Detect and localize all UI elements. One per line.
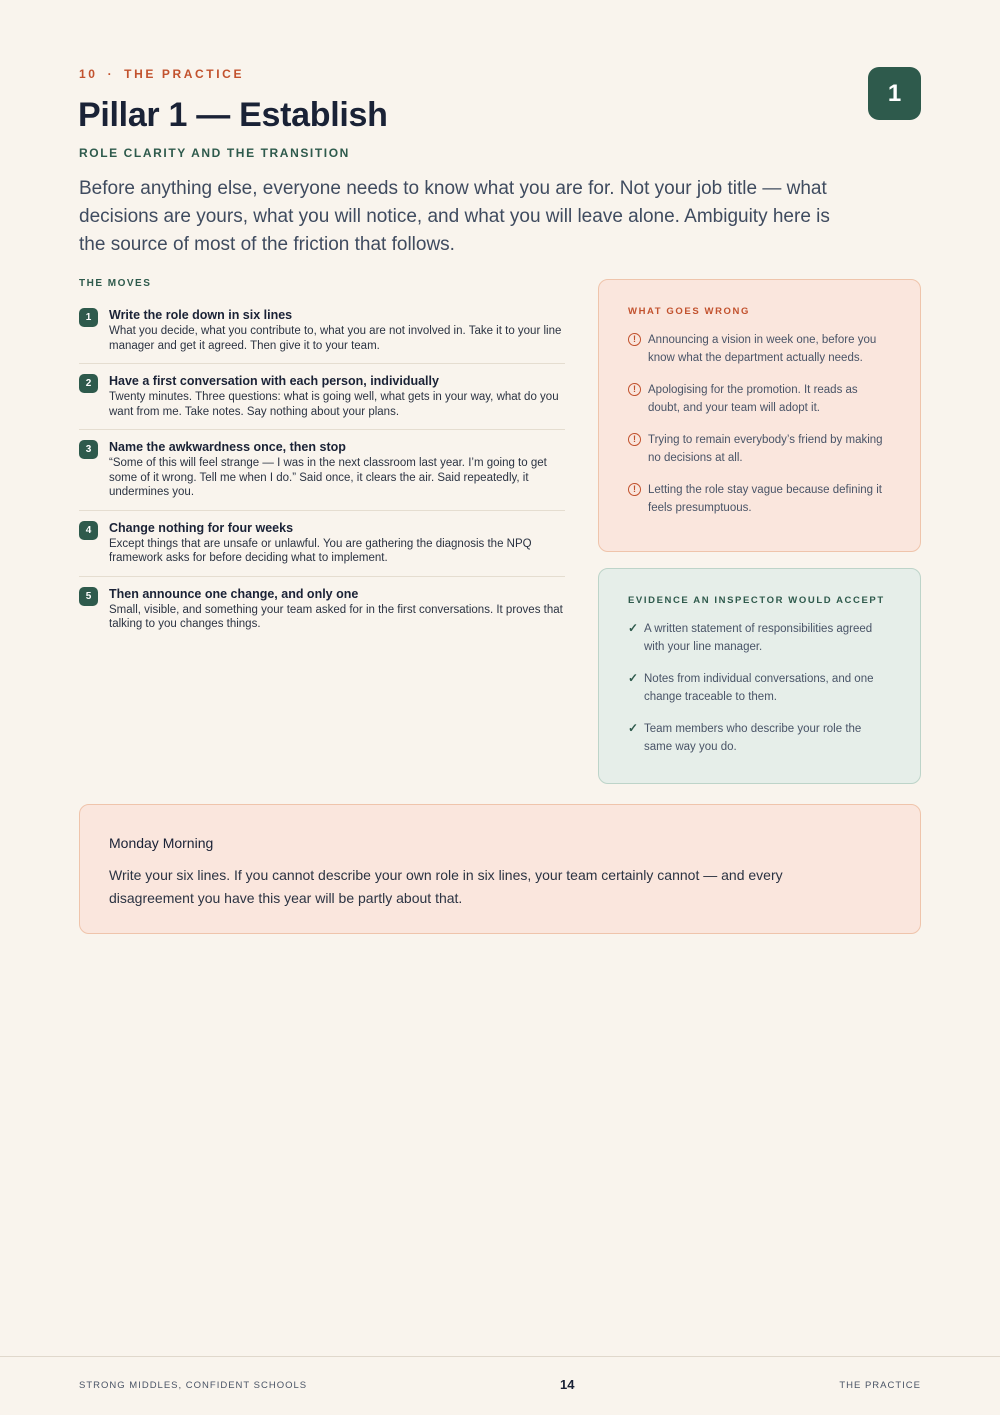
wrong-item-text: Apologising for the promotion. It reads as doubt, and your team will adopt it. [648,384,858,414]
what-goes-wrong-card [598,279,921,552]
move-number: 2 [79,374,98,393]
move-number: 4 [79,521,98,540]
wrong-item-text: Announcing a vision in week one, before you know what the department actually needs. [648,334,877,364]
footer-section-name: THE PRACTICE [839,1380,921,1391]
evidence-item [628,620,891,656]
evidence-item [628,670,891,706]
move-title: Have a first conversation with each person, individually [109,374,439,388]
wrong-item [628,431,891,467]
move-item [79,298,565,364]
kicker-section: THE PRACTICE [124,67,245,81]
warning-circle-icon: ! [628,483,641,496]
moves-heading: THE MOVES [79,278,152,289]
monday-morning-callout [79,804,921,934]
move-item [79,577,565,642]
lede-paragraph: Before anything else, everyone needs to know what you are for. Not your job title — what decisions are yours, what you will notice, and what you will leave alone. Ambiguity here is the source of most of the friction that follows. [79,178,830,255]
move-number: 5 [79,587,98,606]
check-icon: ✓ [628,621,639,635]
kicker-page-number: 10 [79,67,98,81]
evidence-item [628,720,891,756]
move-title: Then announce one change, and only one [109,586,359,601]
footer-page-number: 14 [560,1377,575,1392]
wrong-item [628,481,891,517]
move-number: 3 [79,440,98,459]
page-title: Pillar 1 — Establish [78,96,388,134]
evidence-heading: EVIDENCE AN INSPECTOR WOULD ACCEPT [628,595,885,606]
move-body: Twenty minutes. Three questions: what is going well, what gets in your way, what do you want from me. Take notes. Say nothing about your plans. [109,391,559,418]
wrong-item [628,331,891,367]
moves-list [79,298,565,642]
move-item [79,430,565,511]
warning-circle-icon: ! [628,333,641,346]
warning-circle-icon: ! [628,433,641,446]
kicker-separator: · [107,67,115,81]
move-body: Small, visible, and something your team asked for in the first conversations. It proves that talking to you changes things. [109,603,563,630]
move-body: “Some of this will feel strange — I was in the next classroom last year. I’m going to get some of it wrong. Tell me when I do.” Said once, it clears the air. Said repeatedly, it undermines you. [109,457,547,498]
check-icon: ✓ [628,721,639,735]
move-title: Write the role down in six lines [109,308,293,322]
move-title: Change nothing for four weeks [109,520,294,535]
wrong-item-text: Letting the role stay vague because defining it feels presumptuous. [648,484,882,514]
evidence-item-text: Notes from individual conversations, and one change traceable to them. [644,673,874,703]
wrong-item [628,381,891,417]
pillar-badge: 1 [868,67,921,120]
what-goes-wrong-heading: WHAT GOES WRONG [628,306,750,317]
move-item [79,511,565,577]
move-body: Except things that are unsafe or unlawful. You are gathering the diagnosis the NPQ framework asks for before deciding what to implement. [109,537,532,564]
evidence-item-text: Team members who describe your role the same way you do. [644,723,862,753]
monday-morning-heading: Monday Morning [109,835,214,851]
wrong-item-text: Trying to remain everybody’s friend by making no decisions at all. [648,434,883,464]
evidence-item-text: A written statement of responsibilities agreed with your line manager. [644,623,873,653]
footer-divider [0,1356,1000,1357]
section-kicker [79,67,244,81]
evidence-card [598,568,921,784]
check-icon: ✓ [628,671,639,685]
warning-circle-icon: ! [628,383,641,396]
move-item [79,364,565,430]
move-body: What you decide, what you contribute to, what you are not involved in. Take it to your line manager and get it agreed. Then give it to your team. [109,325,562,352]
move-title: Name the awkwardness once, then stop [109,440,346,454]
monday-morning-text: Write your six lines. If you cannot describe your own role in six lines, your team certainly cannot — and every disagreement you have this year will be partly about that. [109,867,783,906]
move-number: 1 [79,308,98,327]
footer-book-title: STRONG MIDDLES, CONFIDENT SCHOOLS [79,1380,308,1391]
page-subtitle: ROLE CLARITY AND THE TRANSITION [79,146,350,160]
